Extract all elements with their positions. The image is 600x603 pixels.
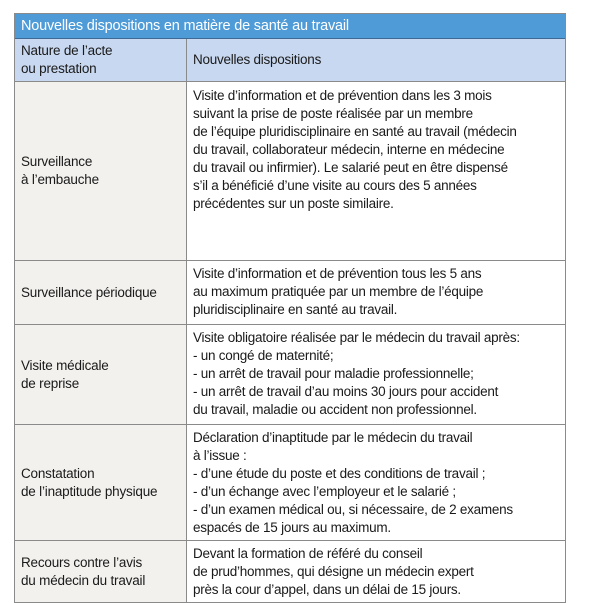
- description-line: s’il a bénéficié d’une visite au cours des 5 années: [193, 178, 477, 193]
- description-line: - d’un examen médical ou, si nécessaire, de 2 examens: [193, 502, 513, 517]
- description-line: du travail, maladie ou accident non professionnel.: [193, 402, 477, 417]
- row-label-line: de l’inaptitude physique: [21, 483, 158, 499]
- row-label: [15, 325, 187, 424]
- description-line: au maximum pratiquée par un membre de l’équipe: [193, 284, 484, 299]
- description-line: - un congé de maternité;: [193, 348, 334, 363]
- header-nature-line: Nature de l’acte: [21, 43, 113, 58]
- row-label: [15, 261, 187, 324]
- row-label-line: Surveillance: [21, 154, 93, 169]
- description-line: précédentes sur un poste similaire.: [193, 196, 394, 211]
- description-line: de l’équipe pluridisciplinaire en santé au travail (médecin: [193, 124, 517, 139]
- description-line: pluridisciplinaire en santé au travail.: [193, 302, 398, 317]
- description-line: - un arrêt de travail d’au moins 30 jours pour accident: [193, 384, 499, 399]
- description-line: Déclaration d’inaptitude par le médecin du travail: [193, 430, 473, 445]
- description-line: de prud’hommes, qui désigne un médecin expert: [193, 564, 474, 579]
- row-description: [187, 425, 565, 540]
- description-line: suivant la prise de poste réalisée par un membre: [193, 106, 473, 121]
- row-label-line: Recours contre l’avis: [21, 554, 143, 570]
- row-description: [187, 82, 565, 260]
- row-label-line: à l’embauche: [21, 172, 99, 187]
- description-line: du travail ou infirmier). Le salarié peut en être dispensé: [193, 160, 508, 175]
- row-label: [15, 541, 187, 602]
- row-label-line: de reprise: [21, 375, 80, 391]
- dispositions-table: [14, 13, 566, 603]
- row-description: [187, 325, 565, 424]
- row-label-line: Surveillance périodique: [21, 284, 157, 300]
- row-description: [187, 541, 565, 602]
- table-title: Nouvelles dispositions en matière de santé au travail: [15, 14, 565, 39]
- table-row-inaptitude: [15, 425, 565, 541]
- description-line: Devant la formation de référé du conseil: [193, 546, 423, 561]
- description-line: Visite obligatoire réalisée par le médecin du travail après:: [193, 330, 520, 345]
- description-line: - d’un échange avec l’employeur et le salarié ;: [193, 484, 456, 499]
- row-description: [187, 261, 565, 324]
- table-row-reprise: [15, 325, 565, 425]
- description-line: - un arrêt de travail pour maladie professionnelle;: [193, 366, 474, 381]
- description-line: à l’issue :: [193, 448, 247, 463]
- description-line: près la cour d’appel, dans un délai de 15 jours.: [193, 582, 461, 597]
- table-row-embauche: [15, 82, 565, 261]
- description-line: Visite d’information et de prévention tous les 5 ans: [193, 266, 482, 281]
- header-dispositions-cell: Nouvelles dispositions: [187, 39, 565, 81]
- row-label-line: Constatation: [21, 465, 95, 481]
- description-line: du travail, collaborateur médecin, interne en médecine: [193, 142, 505, 157]
- row-label: [15, 425, 187, 540]
- header-nature-line: ou prestation: [21, 61, 97, 76]
- table-row-periodique: [15, 261, 565, 325]
- row-label-line: du médecin du travail: [21, 572, 146, 588]
- header-nature-cell: [15, 39, 187, 81]
- table-row-recours: [15, 541, 565, 602]
- row-label-line: Visite médicale: [21, 357, 109, 373]
- header-row: [15, 39, 565, 82]
- description-line: espacés de 15 jours au maximum.: [193, 520, 391, 535]
- row-label: [15, 82, 187, 260]
- description-line: - d’une étude du poste et des conditions de travail ;: [193, 466, 486, 481]
- description-line: Visite d’information et de prévention dans les 3 mois: [193, 88, 492, 103]
